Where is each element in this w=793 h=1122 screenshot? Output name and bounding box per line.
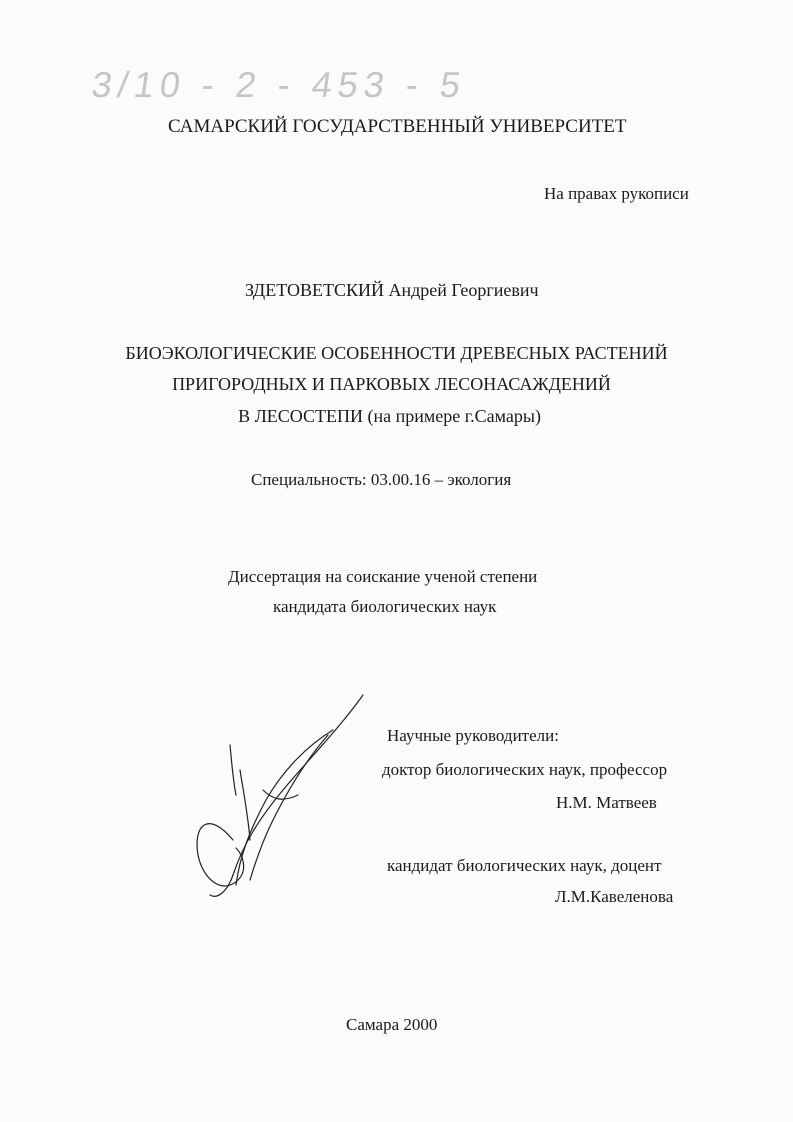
supervisor-1-degree: доктор биологических наук, профессор [382, 760, 668, 779]
supervisor-2-name: Л.М.Кавеленова [555, 887, 674, 906]
thesis-title-line-2: ПРИГОРОДНЫХ И ПАРКОВЫХ ЛЕСОНАСАЖДЕНИЙ [172, 374, 611, 394]
dissertation-line-2: кандидата биологических наук [273, 597, 497, 616]
specialty: Специальность: 03.00.16 – экология [251, 470, 512, 489]
rights-note: На правах рукописи [544, 184, 689, 203]
supervisor-1-name: Н.М. Матвеев [556, 793, 657, 812]
university-name: САМАРСКИЙ ГОСУДАРСТВЕННЫЙ УНИВЕРСИТЕТ [168, 116, 627, 137]
supervisors-heading: Научные руководители: [387, 726, 559, 745]
supervisor-2-degree: кандидат биологических наук, доцент [387, 856, 662, 875]
archive-stamp: 3/10 - 2 - 453 - 5 [89, 64, 470, 105]
city-year: Самара 2000 [346, 1015, 438, 1034]
thesis-title-line-1: БИОЭКОЛОГИЧЕСКИЕ ОСОБЕННОСТИ ДРЕВЕСНЫХ РАСТЕНИЙ [125, 343, 668, 363]
handwritten-signature [188, 690, 368, 900]
author-name: ЗДЕТОВЕТСКИЙ Андрей Георгиевич [245, 280, 539, 300]
thesis-title-line-3: В ЛЕСОСТЕПИ (на примере г.Самары) [238, 406, 541, 426]
dissertation-line-1: Диссертация на соискание ученой степени [228, 567, 538, 586]
